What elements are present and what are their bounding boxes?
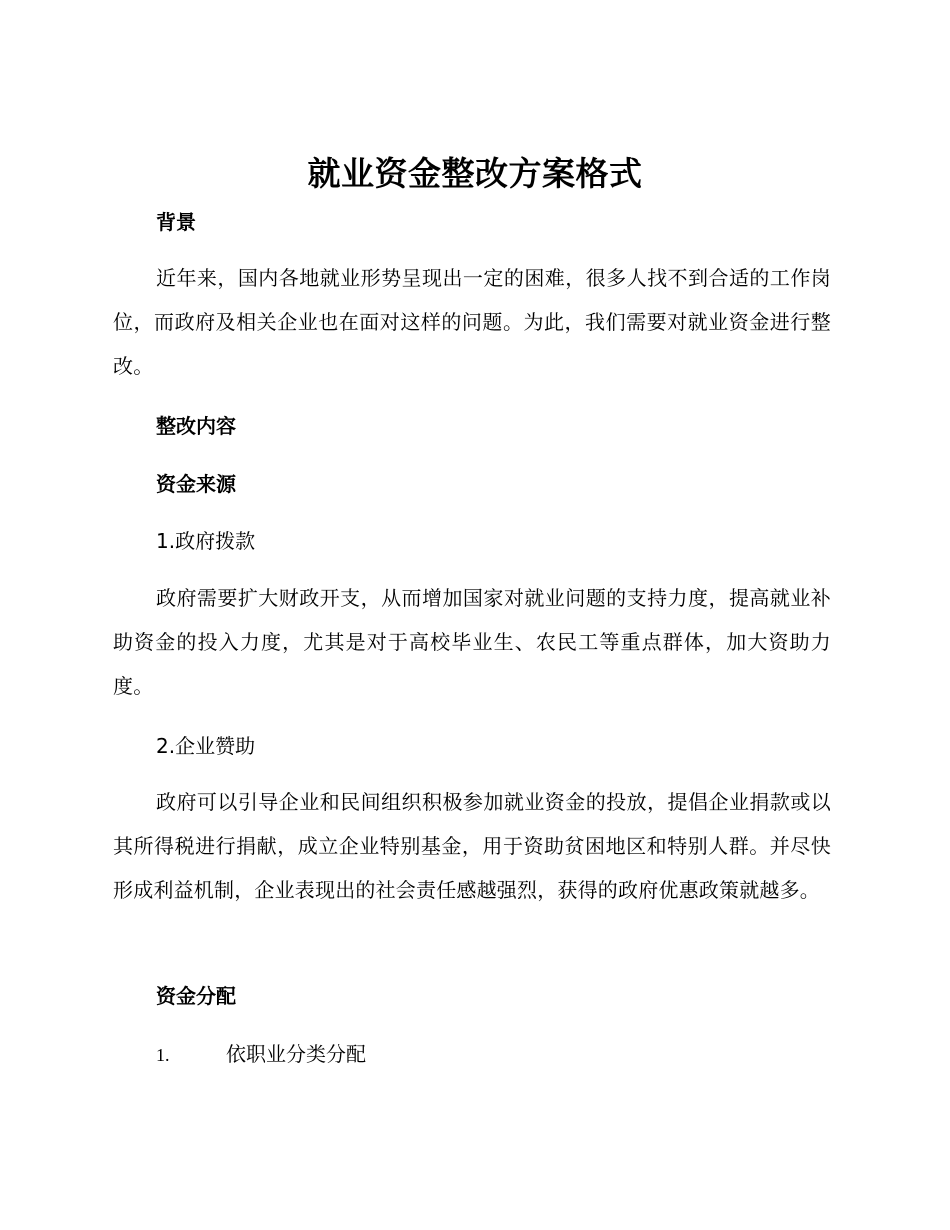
enterprise-sponsorship-title: 2.企业赞助 (156, 734, 256, 758)
funding-source-heading: 资金来源 (156, 472, 236, 496)
background-paragraph: 近年来，国内各地就业形势呈现出一定的困难，很多人找不到合适的工作岗位，而政府及相关企业也在面对这样的问题。为此，我们需要对就业资金进行整改。 (113, 266, 831, 378)
enterprise-sponsorship-paragraph: 政府可以引导企业和民间组织积极参加就业资金的投放，提倡企业捐款或以其所得税进行捐献，成立企业特别基金，用于资助贫困地区和特别人群。并尽快形成利益机制，企业表现出的社会责任感越强烈，获得的政府优惠政策就越多。 (113, 790, 831, 902)
government-funding-paragraph: 政府需要扩大财政开支，从而增加国家对就业问题的支持力度，提高就业补助资金的投入力度，尤其是对于高校毕业生、农民工等重点群体，加大资助力度。 (113, 586, 831, 698)
fund-allocation-heading: 资金分配 (156, 984, 236, 1008)
list-item-number: 1. (156, 1045, 170, 1065)
background-heading: 背景 (156, 210, 196, 234)
allocation-list-item (156, 1040, 366, 1069)
list-item-text: 依职业分类分配 (226, 1042, 366, 1066)
rectification-content-heading: 整改内容 (156, 414, 236, 438)
document-title: 就业资金整改方案格式 (307, 154, 643, 193)
government-funding-title: 1.政府拨款 (156, 529, 256, 553)
